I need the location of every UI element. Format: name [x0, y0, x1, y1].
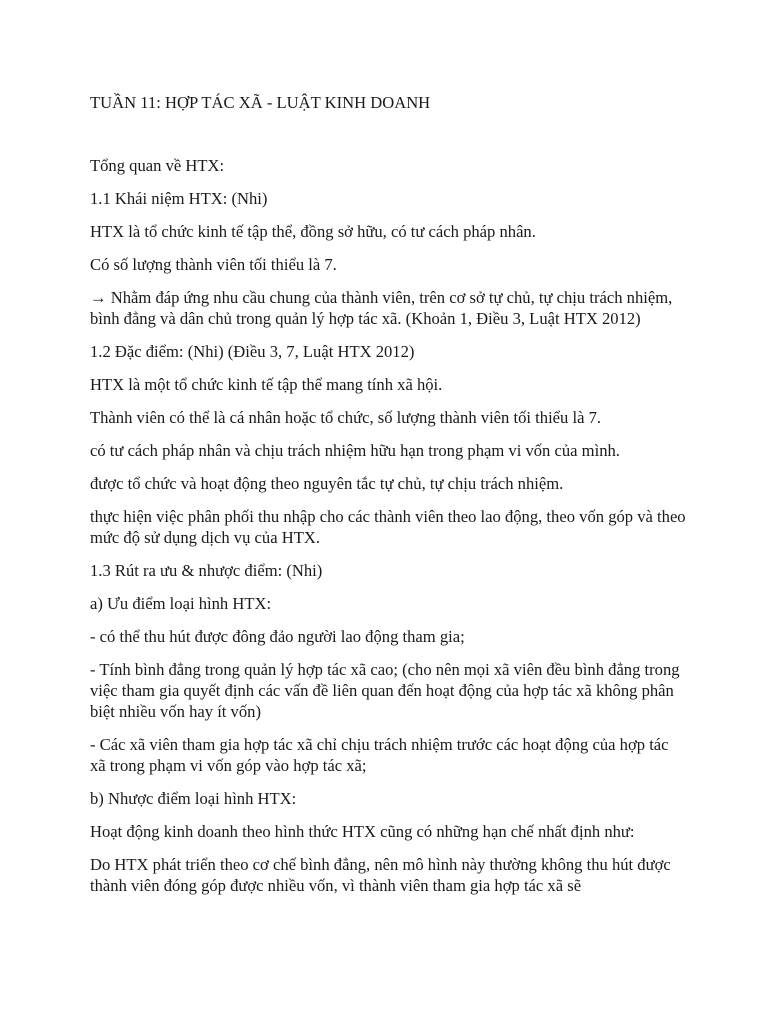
paragraph: được tổ chức và hoạt động theo nguyên tắc tự chủ, tự chịu trách nhiệm. [90, 474, 564, 493]
paragraph: 1.3 Rút ra ưu & nhược điểm: (Nhi) [90, 561, 323, 580]
paragraph: Có số lượng thành viên tối thiểu là 7. [90, 255, 337, 274]
paragraph: thực hiện việc phân phối thu nhập cho các thành viên theo lao động, theo vốn góp và theo mức độ sử dụng dịch vụ của HTX. [90, 507, 686, 547]
paragraph: 1.2 Đặc điểm: (Nhi) (Điều 3, 7, Luật HTX 2012) [90, 342, 415, 361]
paragraph: - có thể thu hút được đông đảo người lao động tham gia; [90, 627, 465, 646]
paragraph: - Các xã viên tham gia hợp tác xã chỉ chịu trách nhiệm trước các hoạt động của hợp tác xã trong phạm vi vốn góp vào hợp tác xã; [90, 735, 669, 775]
document-title: TUẦN 11: HỢP TÁC XÃ - LUẬT KINH DOANH [90, 93, 431, 112]
paragraph: - Tính bình đẳng trong quản lý hợp tác xã cao; (cho nên mọi xã viên đều bình đẳng trong việc tham gia quyết định các vấn đề liên quan đến hoạt động của hợp tác xã không phân biệt nhiều vốn hay ít vốn) [90, 660, 680, 721]
paragraph: a) Ưu điểm loại hình HTX: [90, 594, 272, 613]
paragraph: HTX là một tổ chức kinh tế tập thể mang tính xã hội. [90, 375, 443, 394]
paragraph: Thành viên có thể là cá nhân hoặc tổ chức, số lượng thành viên tối thiểu là 7. [90, 408, 602, 427]
paragraph: 1.1 Khái niệm HTX: (Nhi) [90, 189, 268, 208]
paragraph: HTX là tổ chức kinh tế tập thể, đồng sở hữu, có tư cách pháp nhân. [90, 222, 536, 241]
paragraph: Hoạt động kinh doanh theo hình thức HTX cũng có những hạn chế nhất định như: [90, 822, 635, 841]
paragraph: Tổng quan về HTX: [90, 156, 225, 175]
paragraph: có tư cách pháp nhân và chịu trách nhiệm hữu hạn trong phạm vi vốn của mình. [90, 441, 620, 460]
paragraph: b) Nhược điểm loại hình HTX: [90, 789, 297, 808]
document-body [90, 155, 688, 896]
paragraph: → Nhằm đáp ứng nhu cầu chung của thành viên, trên cơ sở tự chủ, tự chịu trách nhiệm, bình đẳng và dân chủ trong quản lý hợp tác xã. (Khoản 1, Điều 3, Luật HTX 2012) [90, 288, 673, 328]
paragraph: Do HTX phát triển theo cơ chế bình đẳng, nên mô hình này thường không thu hút được thành viên đóng góp được nhiều vốn, vì thành viên tham gia hợp tác xã sẽ [90, 855, 671, 895]
